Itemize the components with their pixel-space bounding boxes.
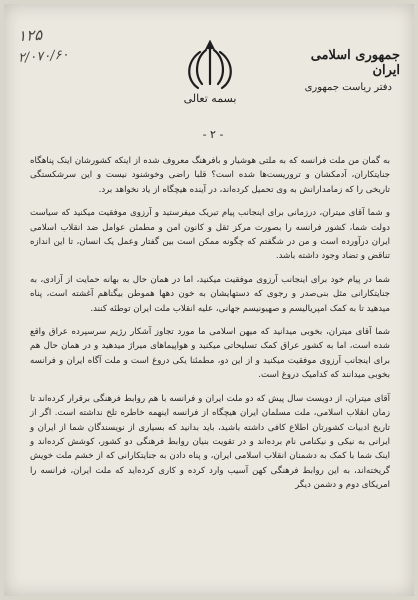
office-name: دفتر ریاست جمهوری (304, 82, 392, 93)
paragraph: و شما آقای میتران، درزمانی برای اینجانب پیام تبریک میفرستید و آرزوی موفقیت میکنید که سیاست دولت شما، کشور فرانسه را بصورت مرکز ثقل و کانون امن و مطمئن عوامل ضد انقلاب اسلامی ایران درآورده است و من در شگفتم که چگونه ممکن است بین گفتار وعمل یک انسان، تا این اندازه تناقض و تضاد وجود داشته باشد. (30, 208, 390, 262)
emblem-caption: بسمه تعالی (183, 92, 237, 105)
handwritten-number: ۱۲۵ (17, 25, 43, 46)
iran-emblem-icon (180, 40, 240, 120)
letter-body (30, 154, 390, 502)
handwritten-reference: ۲/۰۷۰/۶۰ (17, 47, 70, 67)
organization-name: جمهوری اسلامی ایران (310, 48, 400, 78)
paragraph: به گمان من ملت فرانسه که به ملتی هوشیار و بافرهنگ معروف شده از اینکه کشورشان اینک پناهگاه جنایتکاران، آدمکشان و تروریست‌ها شده است؟ قلبا راضی وخوشنود نیست و این سرشکستگی تاریخی را که زمامدارانش به وی تحمیل کرده‌اند، در آینده هیچگاه از یاد نخواهد برد. (30, 156, 390, 195)
page-number: - ۲ - (202, 128, 224, 141)
document-page (4, 4, 414, 596)
paragraph: شما آقای میتران، بخوبی میدانید که میهن اسلامی ما مورد تجاوز آشکار رژیم سرسپرده عراق واقع شده است، اما به کشور عراق کمک تسلیحاتی میکنید و هواپیماهای میراژ میدهید و در همان حال هم برای اینجانب آرزوی موفقیت میکنید و از این دو، مطمئنا یکی دروغ است و ملت آگاه ایران و فرانسه بخوبی میدانند که کدامیک دروغ است. (30, 327, 390, 381)
paragraph: شما در پیام خود برای اینجانب آرزوی موفقیت میکنید، اما در همان حال به بهانه حمایت از آزادی، به جنایتکارانی مثل بنی‌صدر و رجوی که دستهایشان به خون دهها هموطن بیگناهم آغشته است، پناه میدهید تا به کمک امپریالیسم و صهیونیسم جهانی، علیه انقلاب ملت ایران توطئه کنند. (30, 274, 390, 314)
paragraph: آقای میتران، از دویست سال پیش که دو ملت ایران و فرانسه با هم روابط فرهنگی برقرار کرده‌اند تا زمان انقلاب اسلامی، ملت مسلمان ایران هیچگاه از فرانسه اینهمه خاطره تلخ نداشته است. اگر از تاریخ ادبیات کشورتان اطلاع کافی داشته باشید، باید بدانید که بسیاری از نویسندگان شما از ایران و ایرانی به نیکی و نیکنامی نام برده‌اند و در تقویت بنیان روابط فرهنگی دو کشور، کوشش کرده‌اند و اینک شما با کمک به دشمنان انقلاب اسلامی ایران، و پناه دادن به جنایتکارانی که از خشم ملت خویش گریخته‌اند، به این روابط فرهنگی کهن آسیب وارد کرده و کاری کرده‌اید که ملت ایران، فرانسه را امریکای دوم و دشمن دیگر (30, 393, 390, 491)
handwritten-annotation (18, 24, 100, 65)
letterhead (280, 48, 400, 93)
